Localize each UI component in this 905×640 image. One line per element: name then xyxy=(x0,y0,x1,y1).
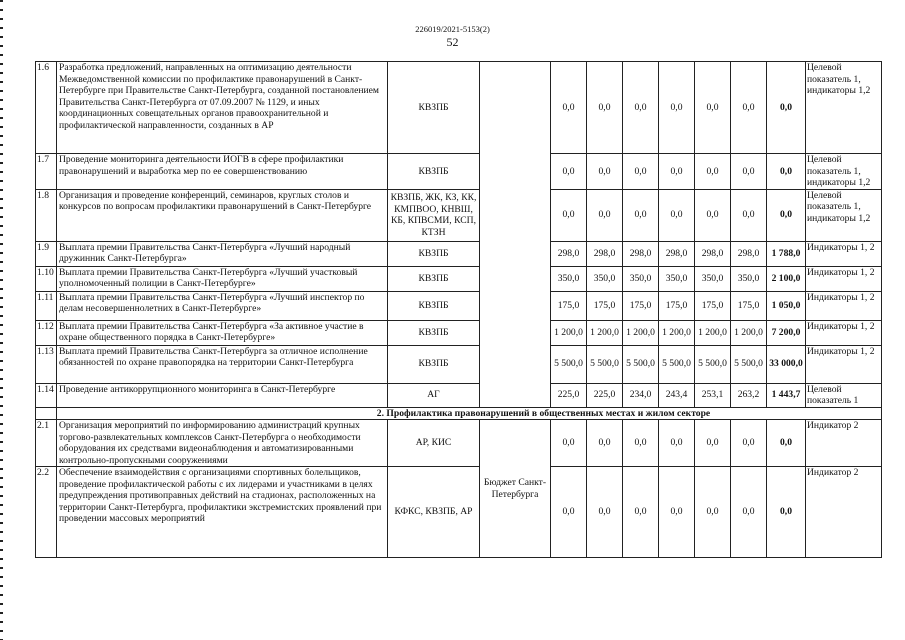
table-row xyxy=(36,62,882,154)
year-value: 298,0 xyxy=(587,241,623,266)
year-value: 0,0 xyxy=(659,62,695,154)
page-number: 52 xyxy=(446,35,459,49)
row-number: 2.1 xyxy=(36,420,57,467)
year-value: 350,0 xyxy=(623,266,659,291)
year-value: 175,0 xyxy=(695,291,731,320)
measure-name: Разработка предложений, направленных на оптимизацию деятельности Межведомственной комиссии по профилактике правонарушений в Санкт-Петербурге при Правительстве Санкт-Петербурга, созданной постановлением Правительства Санкт-Петербурга от 07.09.2007 № 1129, и иных координационных совещательных органов правоохранительной и профилактической направленности, созданных в АР xyxy=(57,62,388,154)
year-value: 298,0 xyxy=(623,241,659,266)
year-value: 1 200,0 xyxy=(623,320,659,345)
year-value: 0,0 xyxy=(551,467,587,558)
year-value: 5 500,0 xyxy=(623,345,659,383)
section-number-cell xyxy=(36,407,57,420)
funding-source-cell xyxy=(480,62,551,408)
year-value: 0,0 xyxy=(623,189,659,241)
year-value: 0,0 xyxy=(695,420,731,467)
measure-name: Проведение мониторинга деятельности ИОГВ в сфере профилактики правонарушений и выработка мер по ее совершенствованию xyxy=(57,154,388,190)
year-value: 0,0 xyxy=(731,154,767,190)
year-value: 0,0 xyxy=(587,62,623,154)
row-number: 1.8 xyxy=(36,189,57,241)
year-value: 5 500,0 xyxy=(587,345,623,383)
year-value: 0,0 xyxy=(659,154,695,190)
indicator: Индикатор 2 xyxy=(806,467,882,558)
year-value: 225,0 xyxy=(551,383,587,407)
year-value: 350,0 xyxy=(659,266,695,291)
table-row xyxy=(36,241,882,266)
year-value: 0,0 xyxy=(659,189,695,241)
table-row xyxy=(36,467,882,558)
year-value: 0,0 xyxy=(587,467,623,558)
year-value: 298,0 xyxy=(551,241,587,266)
measure-name: Организация мероприятий по информированию администраций крупных торгово-развлекательных комплексов Санкт-Петербурга о необходимости оборудования их средствами видеонаблюдения и автоматизированными контрольно-пропускными сооружениями xyxy=(57,420,388,467)
total-value: 0,0 xyxy=(767,189,806,241)
indicator: Целевой показатель 1, индикаторы 1,2 xyxy=(806,62,882,154)
executor: КВЗПБ xyxy=(388,154,480,190)
year-value: 175,0 xyxy=(551,291,587,320)
row-number: 1.10 xyxy=(36,266,57,291)
total-value: 0,0 xyxy=(767,62,806,154)
row-number: 2.2 xyxy=(36,467,57,558)
row-number: 1.13 xyxy=(36,345,57,383)
year-value: 350,0 xyxy=(551,266,587,291)
year-value: 0,0 xyxy=(695,189,731,241)
year-value: 1 200,0 xyxy=(695,320,731,345)
year-value: 225,0 xyxy=(587,383,623,407)
executor: КВЗПБ xyxy=(388,62,480,154)
total-value: 0,0 xyxy=(767,154,806,190)
indicator: Целевой показатель 1, индикаторы 1,2 xyxy=(806,154,882,190)
year-value: 5 500,0 xyxy=(731,345,767,383)
table-row xyxy=(36,266,882,291)
executor: АР, КИС xyxy=(388,420,480,467)
year-value: 5 500,0 xyxy=(551,345,587,383)
year-value: 0,0 xyxy=(731,420,767,467)
executor: КФКС, КВЗПБ, АР xyxy=(388,467,480,558)
measure-name: Выплата премии Правительства Санкт-Петербурга «Лучший участковый уполномоченный полиции в Санкт-Петербурге» xyxy=(57,266,388,291)
year-value: 0,0 xyxy=(623,420,659,467)
year-value: 1 200,0 xyxy=(659,320,695,345)
measure-name: Проведение антикоррупционного мониторинга в Санкт-Петербурге xyxy=(57,383,388,407)
year-value: 0,0 xyxy=(551,189,587,241)
year-value: 0,0 xyxy=(587,154,623,190)
executor: КВЗПБ xyxy=(388,241,480,266)
year-value: 298,0 xyxy=(695,241,731,266)
table-row xyxy=(36,420,882,467)
year-value: 5 500,0 xyxy=(695,345,731,383)
year-value: 0,0 xyxy=(659,420,695,467)
row-number: 1.7 xyxy=(36,154,57,190)
total-value: 1 788,0 xyxy=(767,241,806,266)
total-value: 0,0 xyxy=(767,420,806,467)
year-value: 0,0 xyxy=(587,189,623,241)
measure-name: Организация и проведение конференций, семинаров, круглых столов и конкурсов по вопросам профилактики правонарушений в Санкт-Петербурге xyxy=(57,189,388,241)
table-row xyxy=(36,189,882,241)
funding-source: Бюджет Санкт-Петербурга xyxy=(480,420,551,558)
executor: КВЗПБ xyxy=(388,291,480,320)
year-value: 0,0 xyxy=(695,62,731,154)
year-value: 1 200,0 xyxy=(551,320,587,345)
executor: КВЗПБ xyxy=(388,320,480,345)
row-number: 1.11 xyxy=(36,291,57,320)
table-row xyxy=(36,154,882,190)
total-value: 33 000,0 xyxy=(767,345,806,383)
indicator: Целевой показатель 1 xyxy=(806,383,882,407)
year-value: 253,1 xyxy=(695,383,731,407)
table-row xyxy=(36,383,882,407)
measure-name: Выплата премий Правительства Санкт-Петербурга за отличное исполнение обязанностей по охране правопорядка на территории Санкт-Петербурга xyxy=(57,345,388,383)
executor: КВЗПБ xyxy=(388,266,480,291)
total-value: 7 200,0 xyxy=(767,320,806,345)
year-value: 0,0 xyxy=(731,62,767,154)
year-value: 0,0 xyxy=(695,154,731,190)
year-value: 0,0 xyxy=(623,154,659,190)
measure-name: Выплата премии Правительства Санкт-Петербурга «Лучший инспектор по делам несовершеннолетних в Санкт-Петербурге» xyxy=(57,291,388,320)
program-measures-table xyxy=(35,61,882,558)
year-value: 263,2 xyxy=(731,383,767,407)
year-value: 0,0 xyxy=(551,420,587,467)
binding-hole-marks xyxy=(0,0,3,640)
total-value: 0,0 xyxy=(767,467,806,558)
indicator: Индикаторы 1, 2 xyxy=(806,241,882,266)
indicator: Индикаторы 1, 2 xyxy=(806,320,882,345)
year-value: 175,0 xyxy=(659,291,695,320)
year-value: 0,0 xyxy=(587,420,623,467)
year-value: 0,0 xyxy=(659,467,695,558)
document-number: 226019/2021-5153(2) xyxy=(415,24,490,34)
year-value: 1 200,0 xyxy=(731,320,767,345)
measure-name: Выплата премии Правительства Санкт-Петербурга «Лучший народный дружинник Санкт-Петербурга» xyxy=(57,241,388,266)
indicator: Индикаторы 1, 2 xyxy=(806,345,882,383)
indicator: Индикатор 2 xyxy=(806,420,882,467)
indicator: Целевой показатель 1, индикаторы 1,2 xyxy=(806,189,882,241)
year-value: 175,0 xyxy=(731,291,767,320)
row-number: 1.6 xyxy=(36,62,57,154)
row-number: 1.12 xyxy=(36,320,57,345)
total-value: 2 100,0 xyxy=(767,266,806,291)
year-value: 298,0 xyxy=(659,241,695,266)
section-header-row xyxy=(36,407,882,420)
year-value: 0,0 xyxy=(623,62,659,154)
year-value: 175,0 xyxy=(623,291,659,320)
year-value: 234,0 xyxy=(623,383,659,407)
total-value: 1 050,0 xyxy=(767,291,806,320)
year-value: 0,0 xyxy=(731,189,767,241)
total-value: 1 443,7 xyxy=(767,383,806,407)
measure-name: Обеспечение взаимодействия с организациями спортивных болельщиков, проведение профилактической работы с их лидерами и участниками в целях предупреждения противоправных действий на стадионах, расположенных на территории Санкт-Петербурга, профилактики экстремистских проявлений при проведении массовых мероприятий xyxy=(57,467,388,558)
year-value: 0,0 xyxy=(551,62,587,154)
year-value: 243,4 xyxy=(659,383,695,407)
year-value: 350,0 xyxy=(587,266,623,291)
row-number: 1.14 xyxy=(36,383,57,407)
year-value: 350,0 xyxy=(695,266,731,291)
row-number: 1.9 xyxy=(36,241,57,266)
year-value: 0,0 xyxy=(695,467,731,558)
measure-name: Выплата премии Правительства Санкт-Петербурга «За активное участие в охране общественного порядка в Санкт-Петербурге» xyxy=(57,320,388,345)
section-title: 2. Профилактика правонарушений в общественных местах и жилом секторе xyxy=(57,407,882,420)
table-row xyxy=(36,320,882,345)
executor: АГ xyxy=(388,383,480,407)
table-row xyxy=(36,291,882,320)
table-row xyxy=(36,345,882,383)
indicator: Индикаторы 1, 2 xyxy=(806,291,882,320)
year-value: 1 200,0 xyxy=(587,320,623,345)
year-value: 350,0 xyxy=(731,266,767,291)
year-value: 0,0 xyxy=(731,467,767,558)
indicator: Индикаторы 1, 2 xyxy=(806,266,882,291)
year-value: 298,0 xyxy=(731,241,767,266)
year-value: 0,0 xyxy=(551,154,587,190)
executor: КВЗПБ, ЖК, КЗ, КК, КМПВОО, КНВШ, КБ, КПВСМИ, КСП, КТЗН xyxy=(388,189,480,241)
executor: КВЗПБ xyxy=(388,345,480,383)
year-value: 0,0 xyxy=(623,467,659,558)
year-value: 5 500,0 xyxy=(659,345,695,383)
year-value: 175,0 xyxy=(587,291,623,320)
